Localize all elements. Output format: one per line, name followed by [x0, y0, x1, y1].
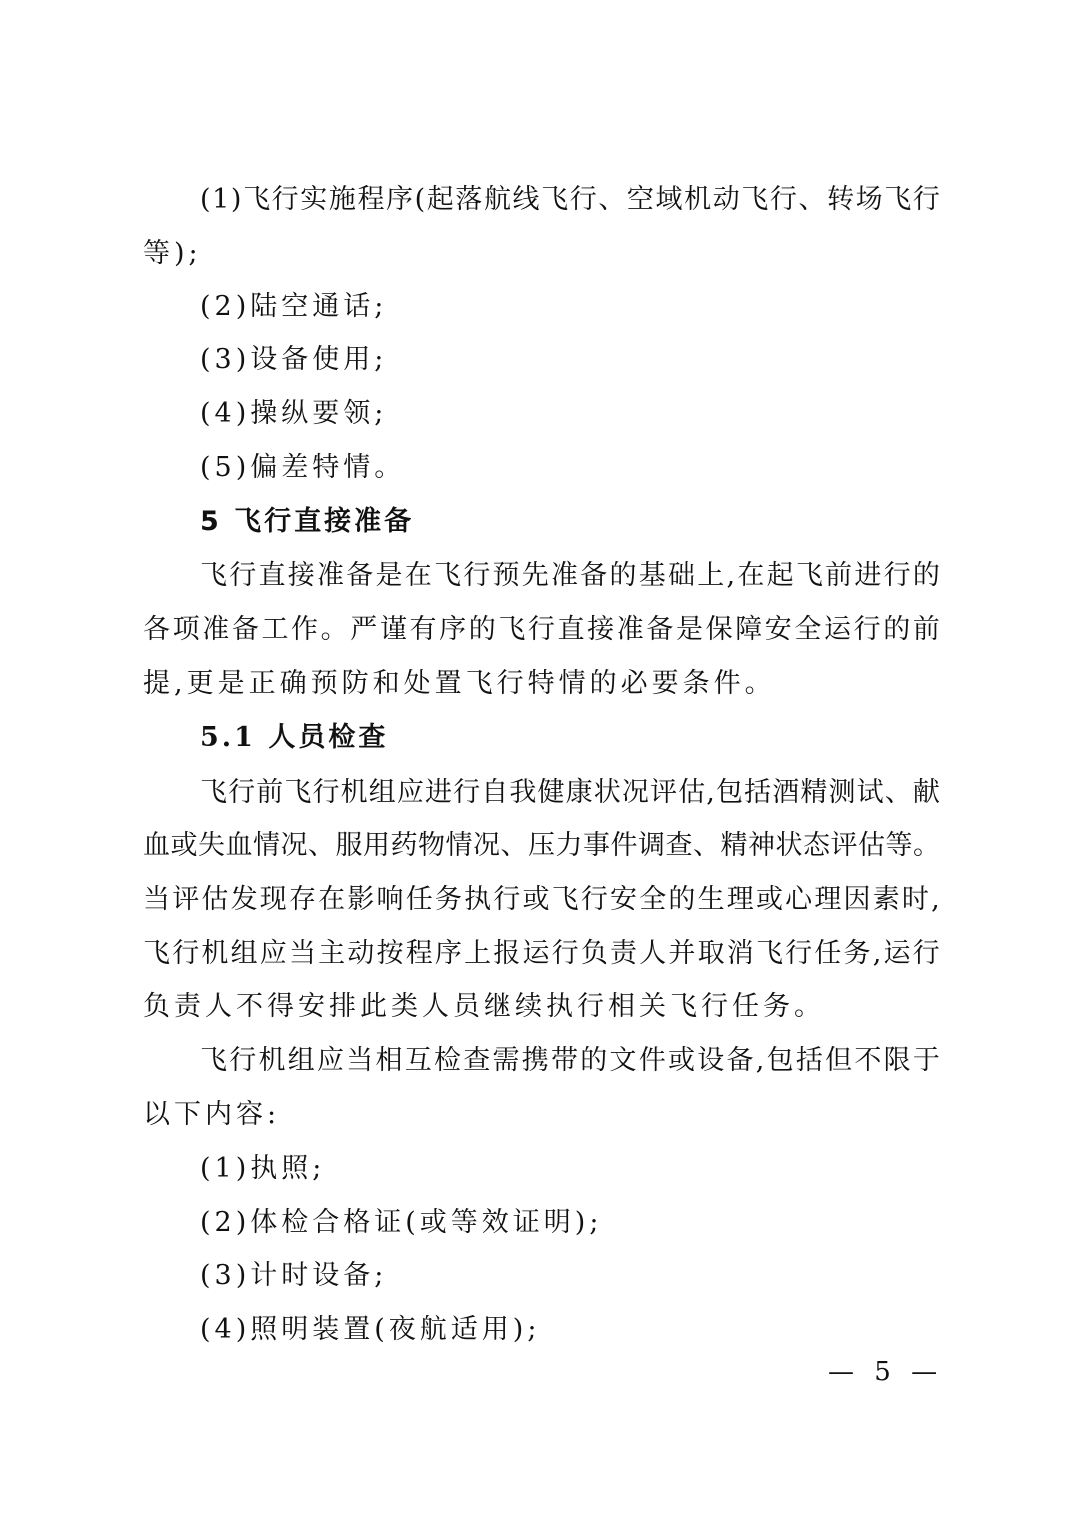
list-item-license: (1)执照;: [200, 1153, 326, 1184]
text-line-10: 提,更是正确预防和处置飞行特情的必要条件。: [143, 668, 776, 699]
text-line-17: 飞 行 机 组 应 当 相 互 检 查 需 携 带 的 文 件 或 设 备 , 包 括 但 不 限 于: [200, 1045, 940, 1076]
list-item-deviation-special: (5)偏差特情。: [200, 452, 406, 483]
text-line-13: 血 或 失 血 情 况 、 服 用 药 物 情 况 、 压 力 事 件 调 查 、 精 神 状 态 评 估 等 。: [143, 830, 940, 861]
text-line-12: 飞 行 前 飞 行 机 组 应 进 行 自 我 健 康 状 况 评 估 , 包 括 酒 精 测 试 、 献: [200, 777, 940, 808]
list-item-equipment-use: (3)设备使用;: [200, 344, 388, 375]
page-number: — 5 —: [828, 1357, 944, 1387]
text-line-18: 以下内容:: [143, 1099, 281, 1130]
list-item-medical-certificate: (2)体检合格证(或等效证明);: [200, 1207, 603, 1238]
list-item-control-essentials: (4)操纵要领;: [200, 398, 388, 429]
text-line-9: 各 项 准 备 工 作 。 严 谨 有 序 的 飞 行 直 接 准 备 是 保 障 安 全 运 行 的 前: [143, 614, 940, 645]
list-item-radio-communication: (2)陆空通话;: [200, 291, 388, 322]
text-line-15: 飞 行 机 组 应 当 主 动 按 程 序 上 报 运 行 负 责 人 并 取 消 飞 行 任 务 , 运 行: [143, 938, 940, 969]
list-item-timing-device: (3)计时设备;: [200, 1260, 388, 1291]
text-line-14: 当 评 估 发 现 存 在 影 响 任 务 执 行 或 飞 行 安 全 的 生 理 或 心 理 因 素 时 ,: [143, 884, 940, 915]
section-heading-5-1: 5.1 人员检查: [200, 722, 389, 753]
list-item-lighting-device: (4)照明装置(夜航适用);: [200, 1314, 541, 1345]
text-line-8: 飞 行 直 接 准 备 是 在 飞 行 预 先 准 备 的 基 础 上 , 在 起 飞 前 进 行 的: [200, 560, 940, 591]
section-heading-5: 5 飞行直接准备: [200, 506, 415, 537]
text-line-16: 负责人不得安排此类人员继续执行相关飞行任务。: [143, 991, 825, 1022]
text-line-1: ( 1 ) 飞 行 实 施 程 序 ( 起 落 航 线 飞 行 、 空 域 机 动 飞 行 、 转 场 飞 行: [200, 184, 940, 215]
text-line-2: 等);: [143, 238, 202, 269]
